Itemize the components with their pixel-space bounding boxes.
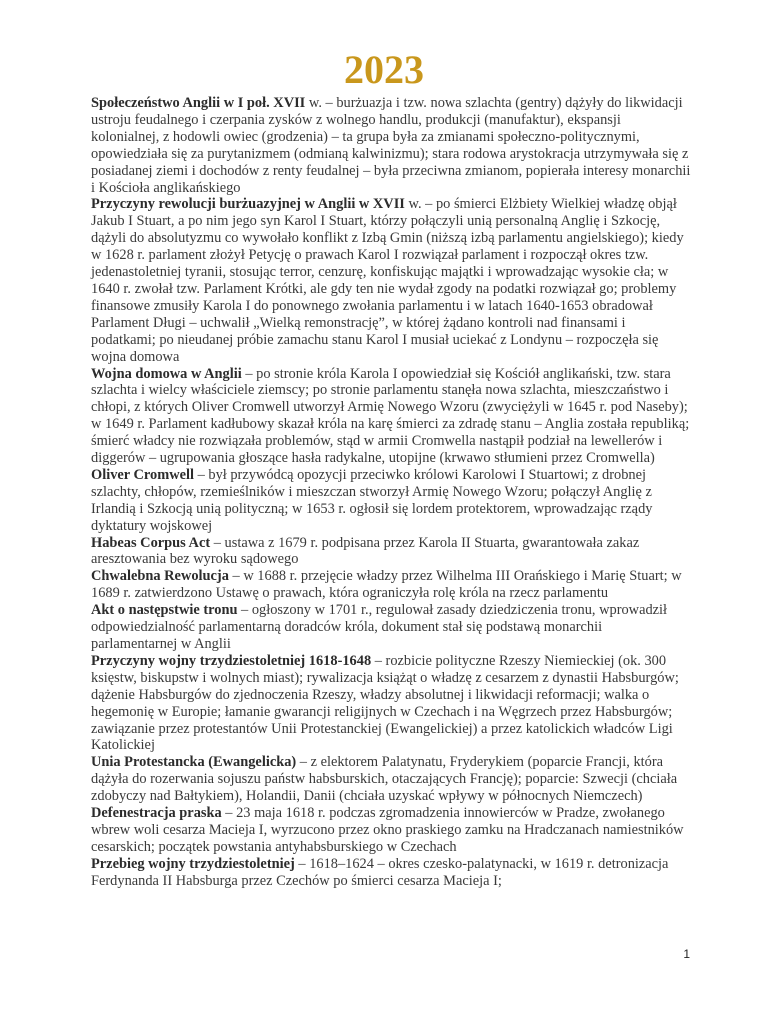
page-number: 1 [683,947,690,961]
paragraph-term: Społeczeństwo Anglii w I poł. XVII [91,95,306,111]
paragraph-text: – 1618–1624 – okres czesko-palatynacki, w 1619 r. detronizacja Ferdynanda II Habsburga przez Czechów po śmierci cesarza Macieja I; [91,855,669,889]
paragraph-revolution-causes [91,196,691,365]
paragraph-term: Przyczyny wojny trzydziestoletniej 1618-1648 [91,652,372,669]
paragraph-text: – rozbicie polityczne Rzeszy Niemieckiej (ok. 300 księstw, biskupstw i wolnych miast); rywalizacja książąt o władzę z cesarzem z dynastii Habsburgów; dążenie Habsburgów do zjednoczenia Rzeszy, władzy absolutnej i likwidacji reformacji; walka o hegemonię w Europie; łamanie gwarancji religijnych w Czechach i na Węgrzech przez Habsburgów; zawiązanie przez protestantów Unii Protestanckiej (Ewangelickiej) a przez katolickich władców Ligi Katolickiej [91,652,679,754]
document-body [91,95,691,890]
paragraph-term: Przyczyny rewolucji burżuazyjnej w Anglii w XVII [91,196,405,213]
paragraph-term: Przebieg wojny trzydziestoletniej [91,855,295,872]
paragraph-term: Oliver Cromwell [91,466,194,483]
paragraph-text: – ogłoszony w 1701 r., regulował zasady dziedziczenia tronu, wprowadził odpowiedzialność parlamentarną doradców króla, dokument stał się podstawą monarchii parlamentarnej w Anglii [91,602,668,652]
paragraph-thirty-years-war-causes [91,653,691,754]
paragraph-protestant-union [91,754,691,805]
paragraph-term: Chwalebna Rewolucja [91,568,229,585]
paragraph-text: – w 1688 r. przejęcie władzy przez Wilhelma III Orańskiego i Marię Stuart; w 1689 r. zatwierdzono Ustawę o prawach, która ograniczyła rolę króla na rzecz parlamentu [91,568,682,602]
paragraph-text: – był przywódcą opozycji przeciwko królowi Karolowi I Stuartowi; z drobnej szlachty, chłopów, rzemieślników i mieszczan stworzył Armię Nowego Wzoru; połączył Anglię z Irlandią i Szkocją unią polityczną; w 1653 r. ogłosił się lordem protektorem, wprowadzając rządy dyktatury wojskowej [91,466,653,534]
paragraph-act-of-settlement [91,602,691,653]
paragraph-term: Habeas Corpus Act [91,534,211,551]
paragraph-society-england [91,95,691,196]
paragraph-habeas-corpus [91,535,691,569]
paragraph-term: Unia Protestancka (Ewangelicka) [91,754,297,771]
paragraph-civil-war [91,366,691,467]
paragraph-text: – z elektorem Palatynatu, Fryderykiem (poparcie Francji, która dążyła do rozerwania sojuszu państw habsburskich, otaczających Francję); poparcie: Szwecji (chciała zdobyczy nad Bałtykiem), Holandii, Danii (chciała uzyskać wpływy w północnych Niemczech) [91,754,678,805]
paragraph-text: – 23 maja 1618 r. podczas zgromadzenia innowierców w Pradze, zwołanego wbrew woli cesarza Macieja I, wyrzucono przez okno praskiego zamku na Hradczanach namiestników cesarskich; początek powstania antyhabsburskiego w Czechach [91,805,684,855]
paragraph-text: – po stronie króla Karola I opowiedział się Kościół anglikański, tzw. stara szlachta i wielcy właściciele ziemscy; po stronie parlamentu stanęła nowa szlachta, mieszczaństwo i chłopi, z których Oliver Cromwell utworzył Armię Nowego Wzoru (zwyciężyli w 1645 r. pod Naseby); w 1649 r. Parlament kadłubowy skazał króla na karę śmierci za zdradę stanu – Anglia została republiką; śmierć władcy nie rozwiązała problemów, stąd w armii Cromwella nastąpił podział na lewellerów i diggerów – ugrupowania głoszące hasła radykalne, utopijne (krwawo stłumieni przez Cromwella) [91,365,690,467]
page-title: 2023 [344,47,424,92]
paragraph-text: w. – po śmierci Elżbiety Wielkiej władzę objął Jakub I Stuart, a po nim jego syn Karol I Stuart, którzy połączyli unią personalną Anglię i Szkocję, dążyli do absolutyzmu co wywołało konflikt z Izbą Gmin (niższą izbą parlamentu angielskiego); kiedy w 1628 r. parlament złożył Petycję o prawach Karol I rozwiązał parlament i rozpoczął okres tzw. jedenastoletniej tyranii, stosując terror, cenzurę, konfiskując majątki i wprowadzając wysokie cła; w 1640 r. zwołał tzw. Parlament Krótki, ale gdy ten nie wydał zgody na podatki rozwiązał go; problemy finansowe zmusiły Karola I do ponownego zwołania parlamentu i w latach 1640-1653 obradował Parlament Długi – uchwalił „Wielką remonstrację”, w której żądano kontroli nad finansami i podatkami; po nieudanej próbie zamachu stanu Karol I musiał uciekać z Londynu – rozpoczęła się wojna domowa [91,196,684,365]
paragraph-defenestration [91,805,691,856]
paragraph-glorious-revolution [91,568,691,602]
paragraph-text: w. – burżuazja i tzw. nowa szlachta (gentry) dążyły do likwidacji ustroju feudalnego i czerpania zysków z wolnego handlu, produkcji (manufaktur), ekspansji kolonialnej, z hodowli owiec (grodzenia) – ta grupa była za zmianami społeczno-politycznymi, opowiedziała się za purytanizmem (odmianą kalwinizmu); stara rodowa arystokracja utrzymywała się z posiadanej ziemi i dochodów z renty feudalnej – była przeciwna zmianom, popierała interesy monarchii i Kościoła anglikańskiego [91,95,691,196]
paragraph-war-course [91,856,691,890]
paragraph-term: Defenestracja praska [91,805,222,822]
paragraph-term: Wojna domowa w Anglii [91,365,242,382]
paragraph-term: Akt o następstwie tronu [91,602,238,619]
paragraph-text: – ustawa z 1679 r. podpisana przez Karola II Stuarta, gwarantowała zakaz aresztowania bez wyroku sądowego [91,534,640,568]
paragraph-cromwell [91,467,691,535]
